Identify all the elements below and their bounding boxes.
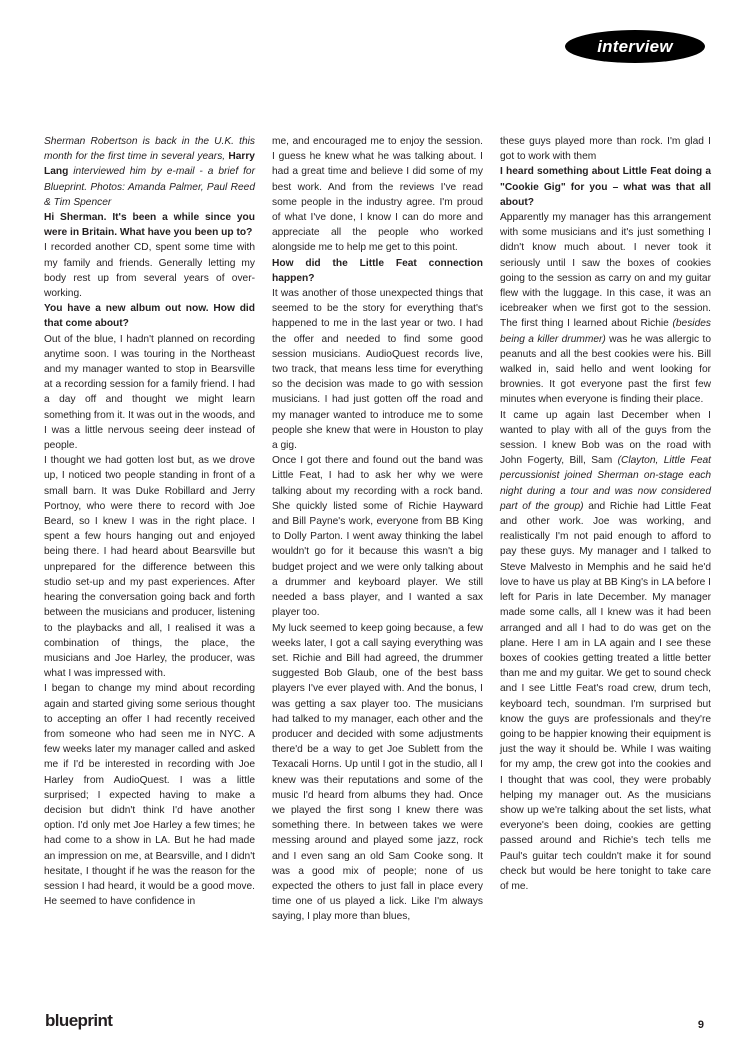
article-columns (44, 134, 712, 925)
interview-badge-label: interview (597, 36, 673, 56)
article-paragraph: Out of the blue, I hadn't planned on recording anytime soon. I was touring in the Northeast and my manager wanted to stop in Bearsville at a recording session for a family friend. I had a day off and thought we might learn something from it. It was out in the woods, and I was a little nervous seeing deer instead of people. (44, 333, 255, 452)
article-paragraph: My luck seemed to keep going because, a few weeks later, I got a call saying everything was set. Richie and Bill had agreed, the drummer suggested Bob Glaub, one of the best bass players I've ever played with. And the bonus, I was getting a sax player too. The musicians had talked to my manager, each other and the producer and decided with some adjustments there'd be a way to get Joe Sublett from the Texacali Horns. Up until I got in the studio, all I knew was their reputations and some of the music I'd heard from albums they had. Once we played the first song I knew there was something there. In between takes we were messing around and played some jazz, rock and I even sang an old Sam Cooke song. It was a good mix of people; none of us expected the others to just fall in place every time one of us played a lick. Like I'm always saying, I play more than blues, (272, 622, 483, 923)
article-paragraph: I thought we had gotten lost but, as we drove up, I noticed two people standing in front of a small barn. It was Duke Robillard and Jerry Portnoy, who were there to record with Joe Beard, so I knew I was in the right place. I spent a few hours hanging out and enjoyed being there. I had heard about Bearsville but unprepared for the difference between this studio set-up and my past experiences. After hearing the conversation going back and forth between the musicians and producer, listening to the playbacks and all, I realised it was a combination of things, the place, the musicians and Joe Harley, the producer, was what I was impressed with. (44, 455, 255, 680)
article-question: You have a new album out now. How did that come about? (44, 303, 255, 330)
column-2 (272, 134, 483, 925)
article-text-run: was he was allergic to peanuts and all the best cookies were his. Bill walked in, said hello and went looking for brownies. It got everyone past the first few minutes when everyone is finding their place. (500, 333, 711, 406)
article-question: I heard something about Little Feat doing a "Cookie Gig" for you – what was that all about? (500, 166, 711, 208)
column-1-body (44, 210, 255, 909)
article-emphasis: (Clayton, Little Feat percussionist joined Sherman on-stage each night during a tour and was now considered part of the group) (500, 455, 711, 512)
article-paragraph: It was another of those unexpected things that seemed to be the story for everything that's happened to me in the last year or two. I had the offer and needed to find some good session musicians. AudioQuest records live, two track, that means less time for everything so the decision was made to go with session musicians. I had just gotten off the road and my manager wanted to introduce me to some people she knew that were in Houston to play a gig. (272, 288, 483, 452)
column-3 (500, 134, 711, 925)
column-1 (44, 134, 255, 925)
article-intro (44, 134, 255, 210)
article-paragraph: I recorded another CD, spent some time with my family and friends. Generally letting my body rest up from several years of over-working. (44, 242, 255, 300)
publication-logo: blueprint (45, 1011, 113, 1030)
article-paragraph (500, 408, 711, 895)
interview-badge (565, 30, 705, 63)
article-paragraph: me, and encouraged me to enjoy the session. I guess he knew what he was talking about. I had a great time and believe I did some of my best work. And from the reviews I've read some people in the industry agree. I'm proud of what I've done, I know I can do more and appreciate all the people who worked alongside me to help me get to this point. (272, 136, 483, 254)
article-paragraph: I began to change my mind about recording again and started giving some serious thought to accepting an offer I had recently received from someone who had seen me in NYC. A few weeks later my manager called and asked me if I'd be interested in recording with Joe Harley from AudioQuest. I was a little surprised; I expected having to make a decision but didn't think I'd have another option. I'd only met Joe Harley a few times; he had come to a show in LA. But he had made an impression on me, at Bearsville, and I didn't hesitate, I thought if he was the reason for the session I had heard, it would be a good move. He seemed to have confidence in (44, 683, 255, 908)
article-paragraph: Once I got there and found out the band was Little Feat, I had to ask her why we were talking about my recording with a rock band. She quickly listed some of Richie Hayward and Bill Payne's work, everyone from BB King to Dolly Parton. I went away thinking the label wouldn't go for it because this wasn't a big budget project and we were only talking about a drummer and keyboard player. We still needed a bass player, and I wanted a sax player too. (272, 455, 483, 619)
page-number: 9 (697, 1019, 704, 1031)
article-text-run: Apparently my manager has this arrangement with some musicians and it's just something I didn't know much about. I never took it seriously until I saw the boxes of cookies going to the session as carry on and my guitar flew with the luggage. In this case, it was an icebreaker when we first got to the session. The first thing I learned about Richie (500, 212, 711, 330)
article-paragraph: these guys played more than rock. I'm glad I got to work with them (500, 136, 711, 163)
intro-part-a: Sherman Robertson is back in the U.K. this month for the first time in several years, (44, 136, 255, 163)
article-paragraph (500, 210, 711, 408)
interviewer-name: Harry Lang (44, 151, 255, 178)
column-2-body (272, 134, 483, 925)
intro-part-c: interviewed him by e-mail - a brief for Blueprint. Photos: Amanda Palmer, Paul Reed & Tim Spencer (44, 166, 255, 208)
article-emphasis: (besides being a killer drummer) (500, 318, 711, 345)
article-question: How did the Little Feat connection happen? (272, 257, 483, 284)
article-question: Hi Sherman. It's been a while since you were in Britain. What have you been up to? (44, 212, 255, 239)
article-text-run: and Richie had Little Feat and other work. Joe was working, and realistically I'm not paid enough to afford to pay these guys. My manager and I talked to Steve Malvesto in Memphis and he said he'd love to have us play at BB King's in LA before I left for Paris in late December. My manager made some calls, all I knew was it had been arranged and all I had to do was get on the plane. Here I am in LA again and I see these boxes of cookies getting treated a little better than me and my guitar. We get to sound check and I see Little Feat's road crew, drum tech, keyboard tech, soundman. I'm surprised but know the guys are professionals and they're going to be happier knowing their equipment is just the way it should be. While I was waiting for my amp, the crew got into the cookies and I thought that was cool, they were probably helping my manager out. As the musicians show up we're talking about the set lists, what everyone's been doing, cookies are getting passed around and Richie's tech tells me Paul's guitar tech couldn't make it for sound check but would be here tonight to take care of me. (500, 500, 711, 892)
article-text-run: It came up again last December when I wanted to play with all of the guys from the session. I knew Bob was on the road with John Fogerty, Bill, Sam (500, 409, 711, 467)
column-3-body (500, 134, 711, 894)
